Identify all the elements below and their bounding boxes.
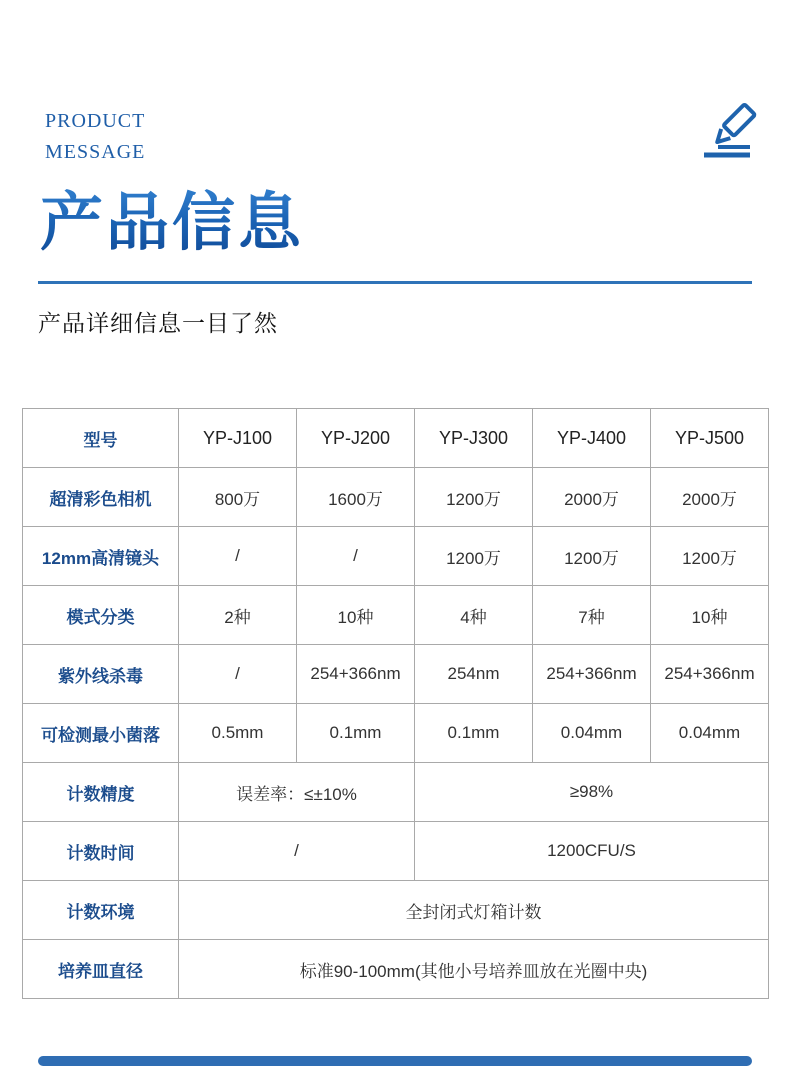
model-cell: YP-J100 — [179, 409, 297, 468]
row-label: 紫外线杀毒 — [23, 645, 179, 704]
row-label: 计数环境 — [23, 881, 179, 940]
eyebrow-text — [45, 106, 145, 168]
row-label: 模式分类 — [23, 586, 179, 645]
value-cell: 254+366nm — [297, 645, 415, 704]
value-cell: 0.5mm — [179, 704, 297, 763]
eyebrow-line-2: MESSAGE — [45, 141, 146, 163]
model-cell: YP-J400 — [533, 409, 651, 468]
page-subtitle: 产品详细信息一目了然 — [38, 311, 278, 336]
value-cell: 1200万 — [415, 527, 533, 586]
value-cell: 10种 — [651, 586, 769, 645]
value-cell: 254nm — [415, 645, 533, 704]
table-row-uv — [23, 645, 769, 704]
table-row-dish-diameter — [23, 940, 769, 999]
table-row-accuracy — [23, 763, 769, 822]
value-cell: 1200万 — [533, 527, 651, 586]
model-cell: YP-J200 — [297, 409, 415, 468]
model-cell: YP-J500 — [651, 409, 769, 468]
value-cell: 254+366nm — [651, 645, 769, 704]
page-title: 产品信息 — [40, 172, 304, 263]
value-cell-merged: ≥98% — [415, 763, 769, 822]
row-label: 计数时间 — [23, 822, 179, 881]
row-label: 超清彩色相机 — [23, 468, 179, 527]
value-cell: 254+366nm — [533, 645, 651, 704]
eyebrow-line-1: PRODUCT — [45, 110, 146, 132]
value-cell-merged: 1200CFU/S — [415, 822, 769, 881]
value-cell-merged: / — [179, 822, 415, 881]
value-cell: 1200万 — [415, 468, 533, 527]
spec-table — [22, 408, 769, 999]
table-row-camera — [23, 468, 769, 527]
row-label-model: 型号 — [23, 409, 179, 468]
row-label: 计数精度 — [23, 763, 179, 822]
value-cell: / — [179, 645, 297, 704]
value-cell: 1200万 — [651, 527, 769, 586]
value-cell-full: 全封闭式灯箱计数 — [179, 881, 769, 940]
value-cell: 1600万 — [297, 468, 415, 527]
value-cell: 0.1mm — [415, 704, 533, 763]
value-cell: 2种 — [179, 586, 297, 645]
table-row-models — [23, 409, 769, 468]
row-label: 培养皿直径 — [23, 940, 179, 999]
table-row-lens — [23, 527, 769, 586]
value-cell: 0.1mm — [297, 704, 415, 763]
value-cell: / — [297, 527, 415, 586]
table-row-modes — [23, 586, 769, 645]
pencil-icon — [698, 98, 770, 166]
value-cell: 0.04mm — [651, 704, 769, 763]
value-cell: 2000万 — [651, 468, 769, 527]
value-cell: / — [179, 527, 297, 586]
row-label: 可检测最小菌落 — [23, 704, 179, 763]
bottom-accent-bar — [38, 1056, 752, 1066]
value-cell: 4种 — [415, 586, 533, 645]
title-divider-line — [38, 281, 752, 284]
value-cell-full: 标准90-100mm(其他小号培养皿放在光圈中央) — [179, 940, 769, 999]
table-row-count-time — [23, 822, 769, 881]
value-cell: 7种 — [533, 586, 651, 645]
table-row-min-colony — [23, 704, 769, 763]
value-cell: 800万 — [179, 468, 297, 527]
table-row-environment — [23, 881, 769, 940]
row-label: 12mm高清镜头 — [23, 527, 179, 586]
value-cell: 10种 — [297, 586, 415, 645]
value-cell: 0.04mm — [533, 704, 651, 763]
value-cell-merged: 误差率：≤±10% — [179, 763, 415, 822]
model-cell: YP-J300 — [415, 409, 533, 468]
value-cell: 2000万 — [533, 468, 651, 527]
